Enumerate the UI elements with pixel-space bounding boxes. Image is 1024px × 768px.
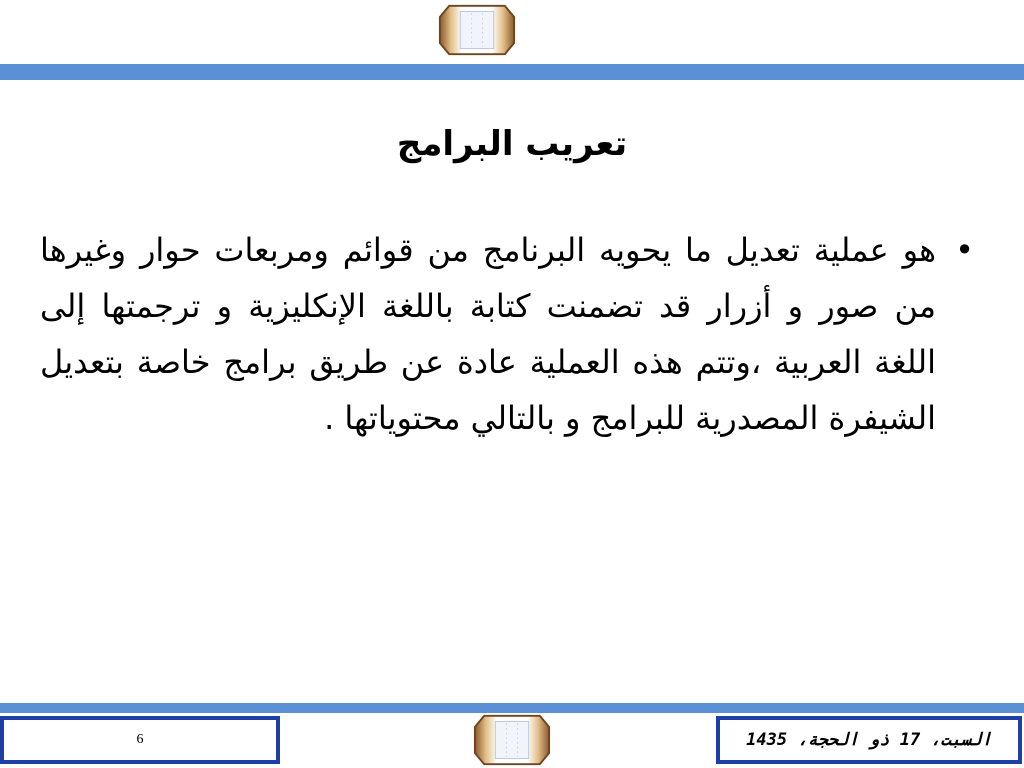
header-band xyxy=(0,64,1024,80)
page-number-inner xyxy=(4,720,276,760)
bullet-icon: • xyxy=(955,231,974,269)
date-box xyxy=(716,716,1022,764)
page-number-box xyxy=(0,716,280,764)
bullet-item xyxy=(40,222,980,446)
footer-date: السبت، 17 ذو الحجة، 1435 xyxy=(746,730,992,750)
ornament-icon xyxy=(470,714,554,766)
date-inner xyxy=(720,720,1018,760)
slide-title: تعريب البرامج xyxy=(396,124,628,164)
bullet-text: هو عملية تعديل ما يحويه البرنامج من قوائم ومربعات حوار وغيرها من صور و أزرار قد تضمنت كتابة باللغة الإنكليزية و ترجمتها إلى اللغة العربية ،وتتم هذه العملية عادة عن طريق برامج خاصة بتعديل الشيفرة المصدرية للبرامج و بالتالي محتوياتها . xyxy=(40,231,936,437)
footer-band xyxy=(0,703,1024,713)
bullet-list xyxy=(40,222,980,446)
page-number: 6 xyxy=(136,732,144,747)
ornament-icon xyxy=(435,4,519,56)
